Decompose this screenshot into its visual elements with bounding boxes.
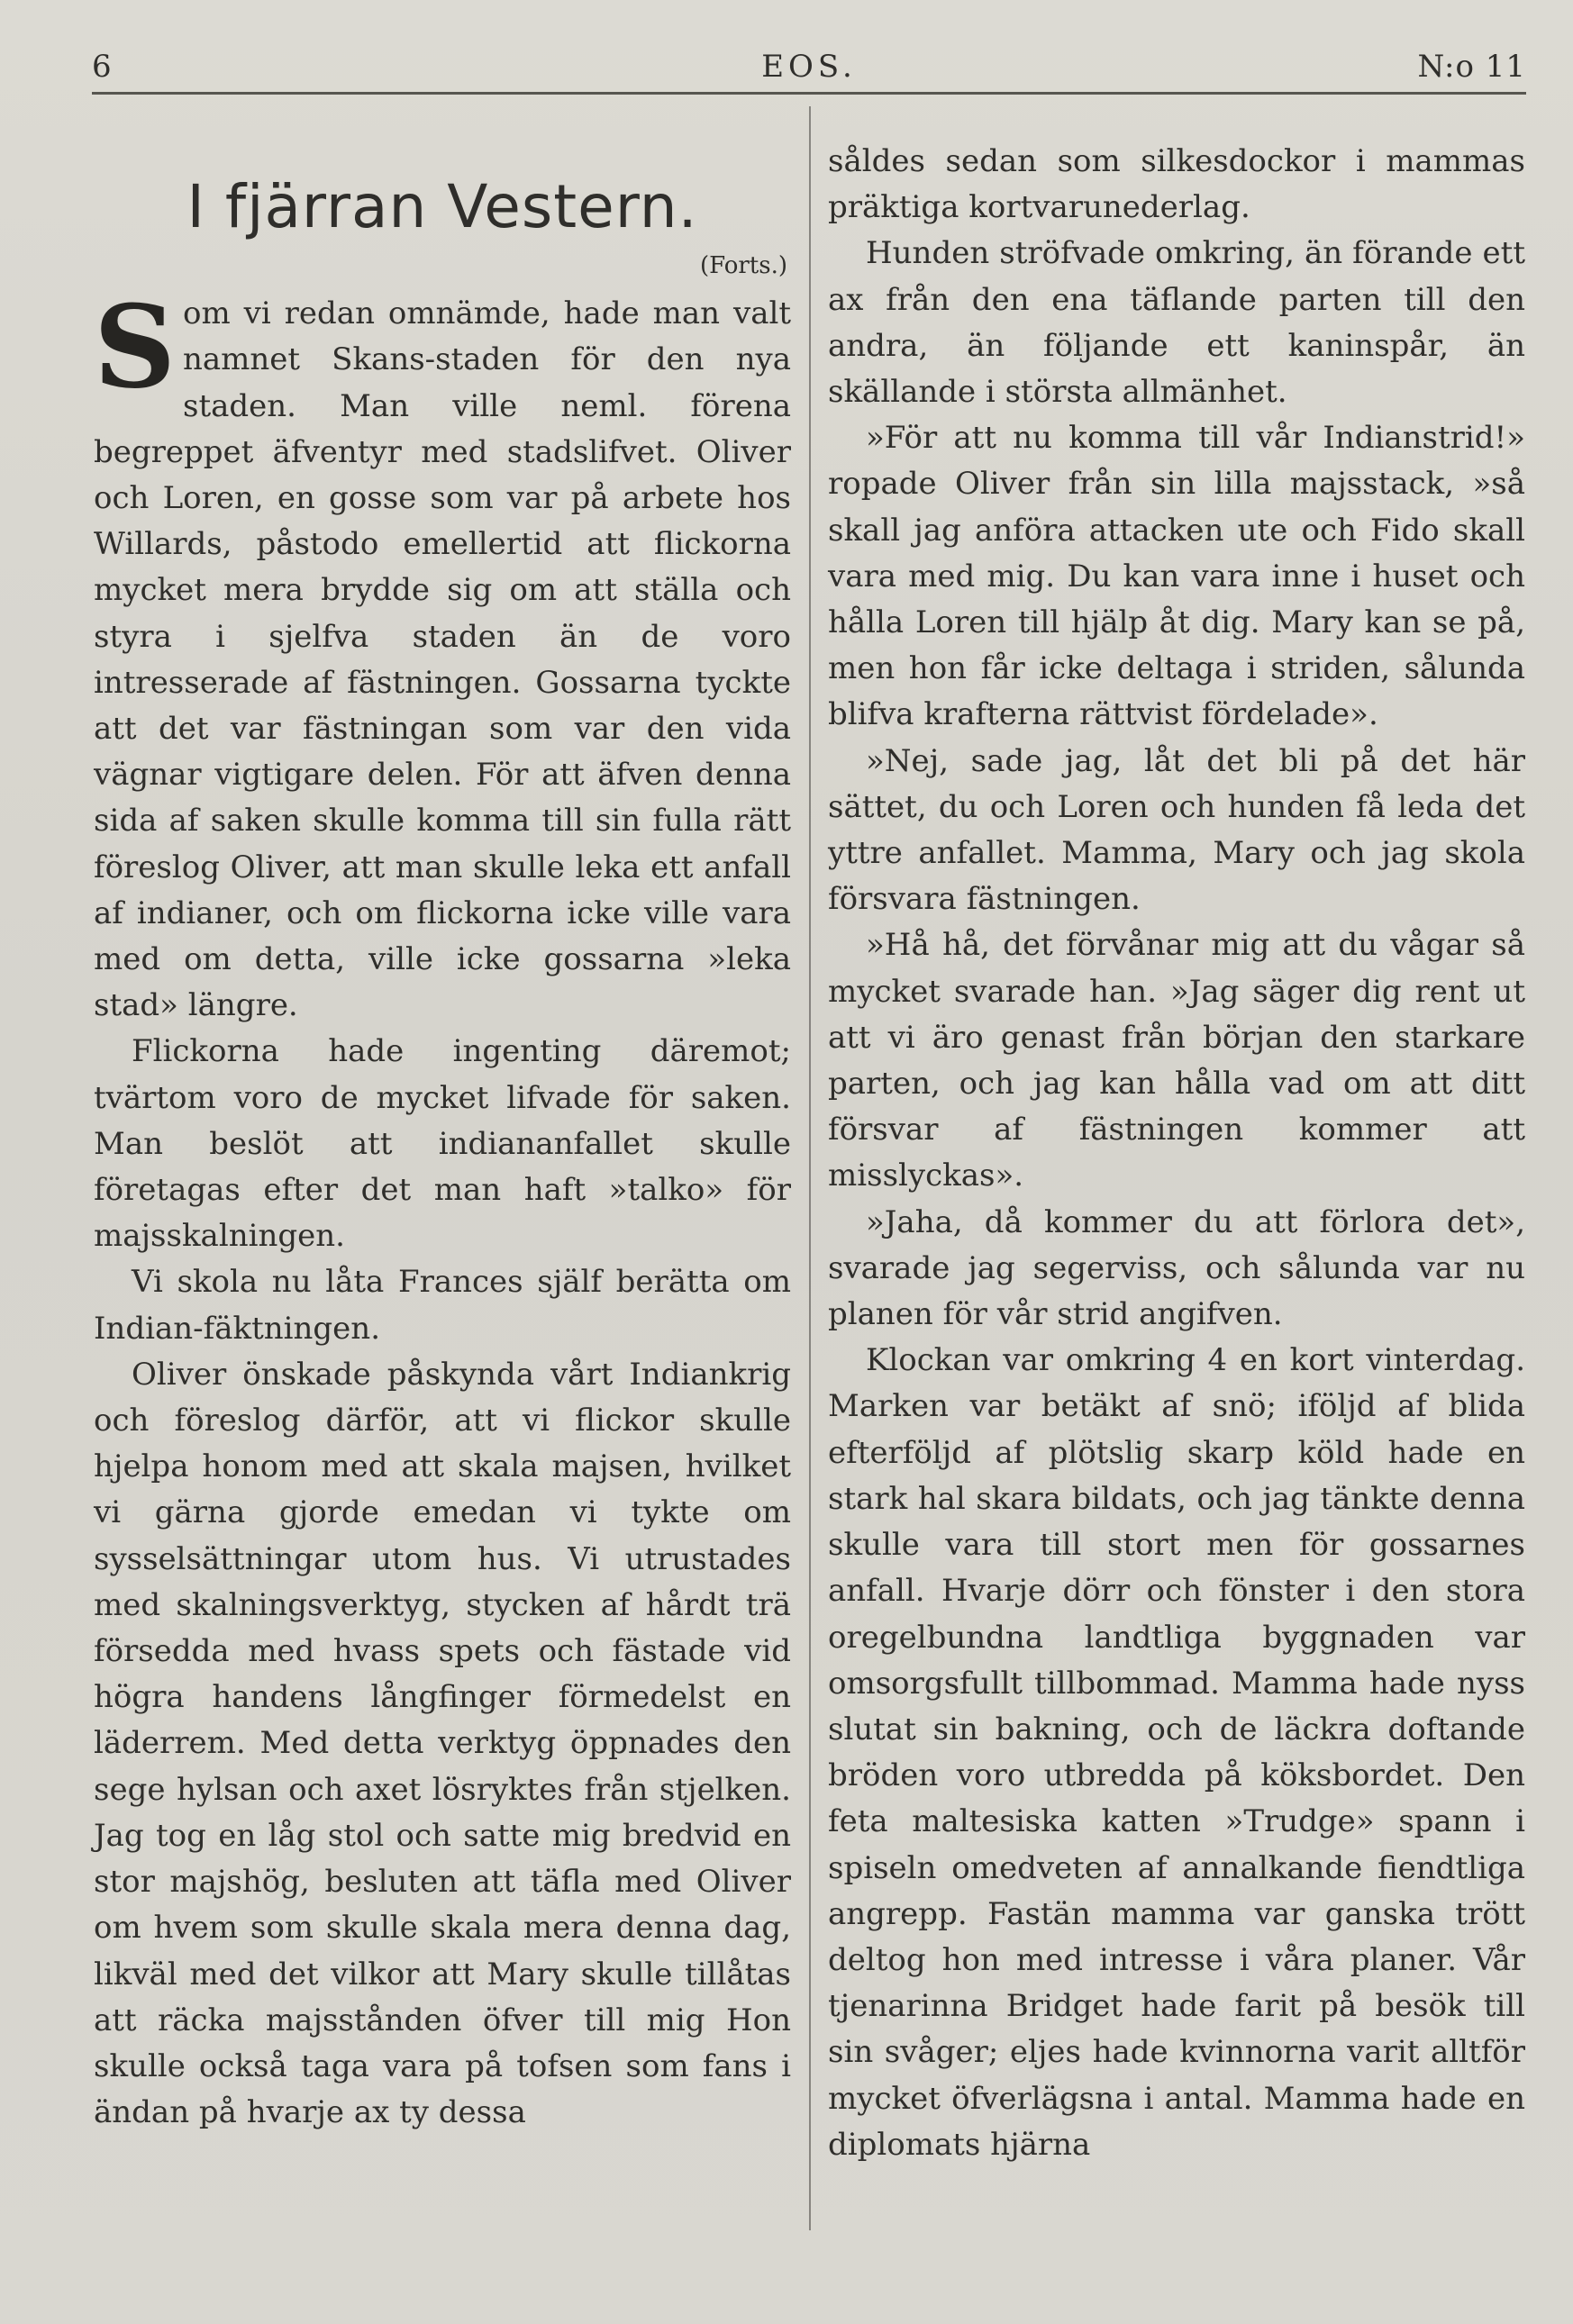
right-column <box>828 139 1525 2168</box>
header-rule <box>92 92 1526 95</box>
paragraph-11: Klockan var omkring 4 en kort vinterdag. Marken var betäkt af snö; iföljd af blida efterföljd af plötslig skarp köld hade en stark hal skara bildats, och jag tänkte denna skulle vara till stort men för gossarnes anfall. Hvarje dörr och fönster i den stora oregelbundna landtliga byggnaden var omsorgsfullt tillbommad. Mamma hade nyss slutat sin bakning, och de läckra doftande bröden voro utbredda på köksbordet. Den feta maltesiska katten »Trudge» spann i spiseln omedveten af annalkande fiendtliga angrepp. Fastän mamma var ganska trött deltog hon med intresse i våra planer. Vår tjenarinna Bridget hade farit på besök till sin svåger; eljes hade kvinnorna varit alltför mycket öfverlägsna i antal. Mamma hade en diplomats hjärna <box>828 1342 1525 2163</box>
issue-number: N:o 11 <box>1417 49 1526 85</box>
paragraph-5: såldes sedan som silkesdockor i mammas präktiga kortvarunederlag. <box>828 143 1525 226</box>
paragraph-1-text: om vi redan omnämde, hade man valt namnet Skans-staden för den nya staden. Man ville neml. förena begreppet äfventyr med stadslifvet. Oliver och Loren, en gosse som var på arbete hos Willards, påstodo emellertid att flickorna mycket mera brydde sig om att ställa och styra i sjelfva staden än de voro intresserade af fästningen. Gossarna tyckte att det var fästningan som var den vida vägnar vigtigare delen. För att äfven denna sida af saken skulle komma till sin fulla rätt föreslog Oliver, att man skulle leka ett anfall af indianer, och om flickorna icke ville vara med om detta, ville icke gossarna »leka stad» längre. <box>94 295 791 1024</box>
continuation-label: (Forts.) <box>699 251 787 279</box>
article-title: I fjärran Vestern. <box>186 172 698 241</box>
paragraph-6: Hunden ströfvade omkring, än förande ett ax från den ena täflande parten till den andra, än följande ett kaninspår, än skällande i största allmänhet. <box>828 235 1525 411</box>
left-column <box>94 139 791 2136</box>
column-divider <box>809 106 811 2230</box>
drop-cap: S <box>94 280 176 414</box>
journal-title: EOS. <box>761 49 857 85</box>
page-header <box>92 49 1526 90</box>
paragraph-2: Flickorna hade ingenting däremot; tvärtom voro de mycket lifvade för saken. Man beslöt att indiananfallet skulle företagas efter det man haft »talko» för majsskalningen. <box>94 1033 791 1255</box>
paragraph-7: »För att nu komma till vår Indianstrid!» ropade Oliver från sin lilla majsstack, »så skall jag anföra attacken ute och Fido skall vara med mig. Du kan vara inne i huset och hålla Loren till hjälp åt dig. Mary kan se på, men hon får icke deltaga i striden, sålunda blifva krafterna rättvist fördelade». <box>828 420 1525 733</box>
left-body-text <box>94 280 791 2136</box>
paragraph-8: »Nej, sade jag, låt det bli på det här sättet, du och Loren och hunden få leda det yttre anfallet. Mamma, Mary och jag skola försvara fästningen. <box>828 742 1525 918</box>
paragraph-1 <box>94 280 791 1029</box>
right-body-text <box>828 139 1525 2168</box>
paragraph-10: »Jaha, då kommer du att förlora det», svarade jag segerviss, och sålunda var nu planen för vår strid angifven. <box>828 1203 1525 1333</box>
paragraph-9: »Hå hå, det förvånar mig att du vågar så mycket svarade han. »Jag säger dig rent ut att vi äro genast från början den starkare parten, och jag kan hålla vad om att ditt försvar af fästningen kommer att misslyckas». <box>828 927 1525 1194</box>
paragraph-4: Oliver önskade påskynda vårt Indiankrig och föreslog därför, att vi flickor skulle hjelpa honom med att skala majsen, hvilket vi gärna gjorde emedan vi tykte om sysselsättningar utom hus. Vi utrustades med skalningsverktyg, stycken af hårdt trä försedda med hvass spets och fästade vid högra handens långfinger förmedelst en läderrem. Med detta verktyg öppnades den sege hylsan och axet lösryktes från stjelken. Jag tog en låg stol och satte mig bredvid en stor majshög, besluten att täfla med Oliver om hvem som skulle skala mera denna dag, likväl med det vilkor att Mary skulle tillåtas att räcka majsstånden öfver till mig Hon skulle också taga vara på tofsen som fans i ändan på hvarje ax ty dessa <box>94 1356 791 2131</box>
paragraph-3: Vi skola nu låta Frances själf berätta om Indian-fäktningen. <box>94 1264 791 1347</box>
page-number: 6 <box>92 49 113 85</box>
